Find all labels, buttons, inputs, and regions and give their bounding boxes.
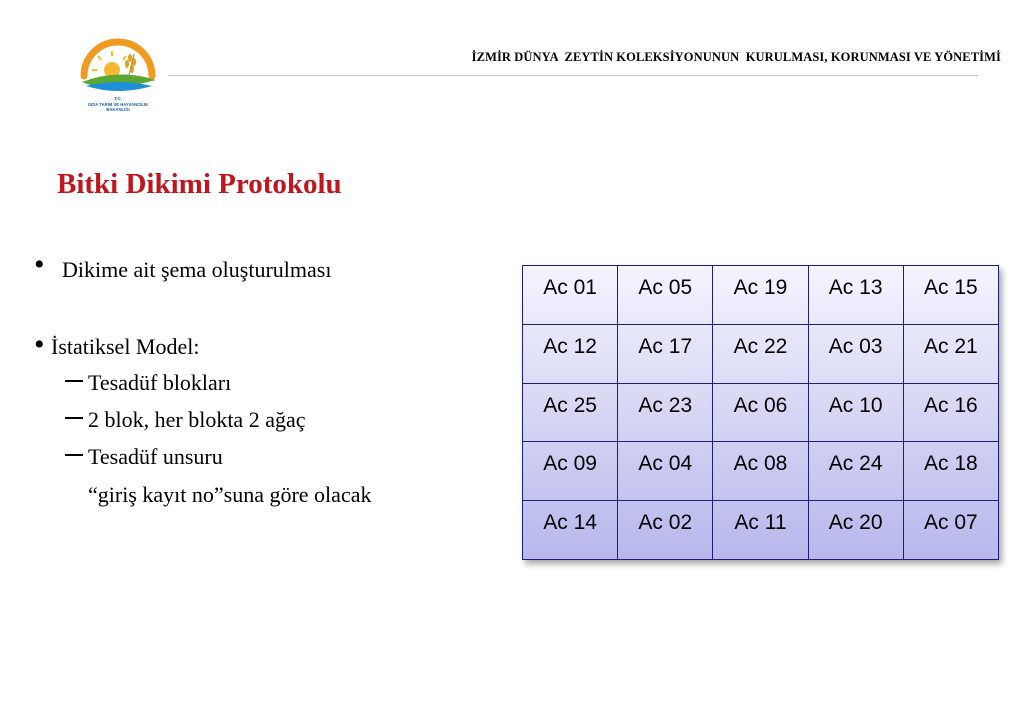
table-cell: Ac 07 (903, 501, 998, 560)
table-cell: Ac 12 (523, 324, 618, 383)
sub-item-3: Tesadüf unsuru (88, 444, 223, 469)
table-cell: Ac 08 (713, 442, 808, 501)
header-divider (168, 75, 978, 76)
table-cell: Ac 02 (618, 501, 713, 560)
table-cell: Ac 14 (523, 501, 618, 560)
table-cell: Ac 06 (713, 383, 808, 442)
header-title: İZMİR DÜNYA ZEYTİN KOLEKSİYONUNUN KURULMASI, KORUNMASI VE YÖNETİMİ (471, 50, 1001, 64)
bullet-item-1: Dikime ait şema oluşturulması (62, 257, 332, 282)
dash-icon (65, 454, 83, 456)
table-row (523, 324, 999, 383)
table-row (523, 501, 999, 560)
table-cell: Ac 03 (808, 324, 903, 383)
table-cell: Ac 05 (618, 266, 713, 325)
table-cell: Ac 01 (523, 266, 618, 325)
table-cell: Ac 23 (618, 383, 713, 442)
table-cell: Ac 21 (903, 324, 998, 383)
ministry-logo (72, 32, 164, 118)
table-cell: Ac 04 (618, 442, 713, 501)
logo-text-ministry: GIDA TARIM VE HAYVANCILIK (87, 102, 149, 107)
planting-scheme-table (522, 265, 999, 560)
table-cell: Ac 16 (903, 383, 998, 442)
table-cell: Ac 24 (808, 442, 903, 501)
sub-item-2: 2 blok, her blokta 2 ağaç (88, 407, 306, 432)
logo-text-bakanlik: BAKANLIĞI (106, 107, 130, 112)
table-cell: Ac 10 (808, 383, 903, 442)
logo-text-tc: T.C. (113, 96, 123, 101)
table-cell: Ac 22 (713, 324, 808, 383)
table-row (523, 442, 999, 501)
table-cell: Ac 17 (618, 324, 713, 383)
table-cell: Ac 25 (523, 383, 618, 442)
table-cell: Ac 13 (808, 266, 903, 325)
table-cell: Ac 19 (713, 266, 808, 325)
sub-item-1: Tesadüf blokları (88, 370, 232, 395)
dash-icon (65, 380, 83, 382)
table-cell: Ac 20 (808, 501, 903, 560)
bullet-dot-icon: • (34, 328, 45, 361)
table-cell: Ac 09 (523, 442, 618, 501)
bullet-item-2: İstatiksel Model: (51, 334, 200, 359)
table-row (523, 383, 999, 442)
bullet-dot-icon: • (34, 248, 45, 281)
sub-item-3-continuation: “giriş kayıt no”suna göre olacak (88, 482, 372, 507)
table-cell: Ac 18 (903, 442, 998, 501)
table-cell: Ac 11 (713, 501, 808, 560)
table-row (523, 266, 999, 325)
table-cell: Ac 15 (903, 266, 998, 325)
slide-title: Bitki Dikimi Protokolu (57, 168, 342, 200)
dash-icon (65, 417, 83, 419)
